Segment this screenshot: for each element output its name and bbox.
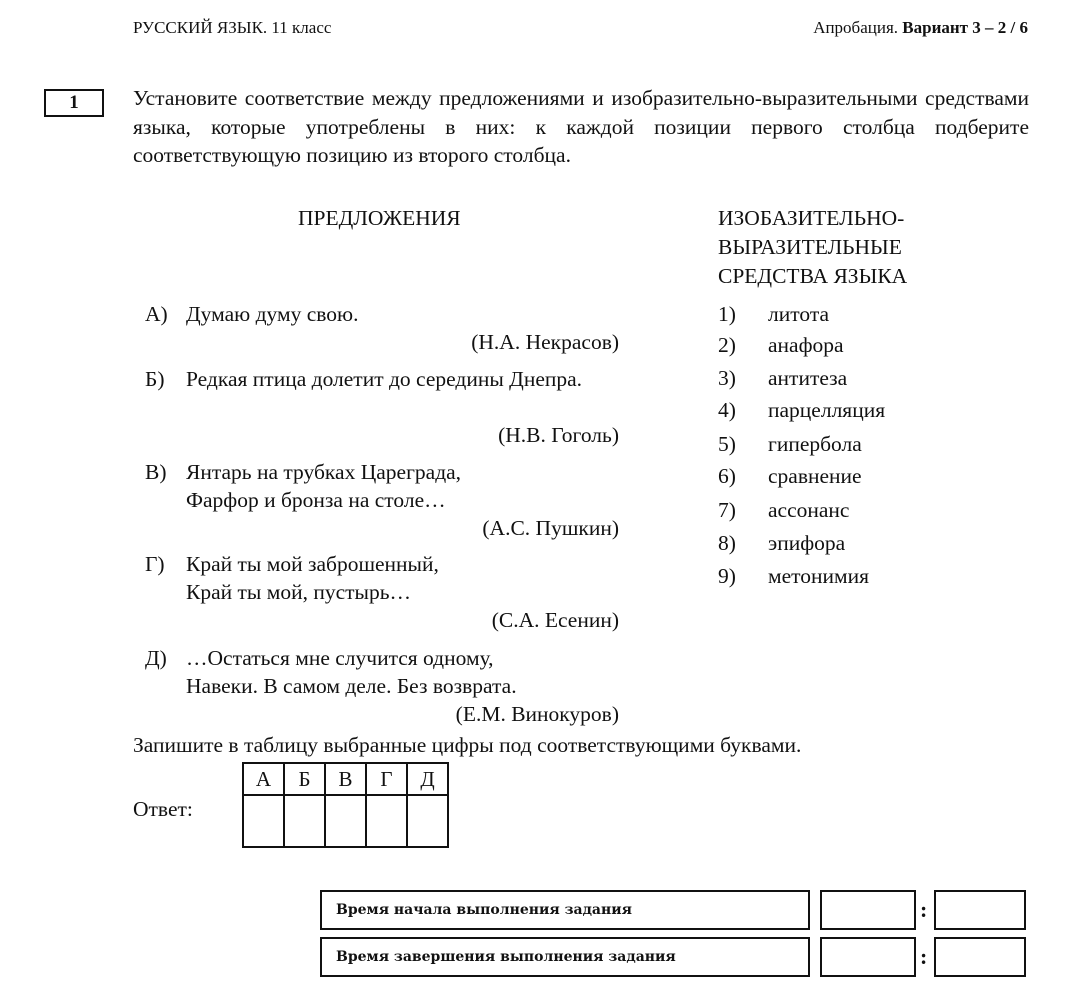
means-heading-line-2: ВЫРАЗИТЕЛЬНЫЕ bbox=[718, 235, 902, 259]
sentence-author: (С.А. Есенин) bbox=[491, 608, 619, 632]
sentence-line-2: Край ты мой, пустырь… bbox=[186, 580, 412, 604]
means-heading-line-1: ИЗОБАЗИТЕЛЬНО- bbox=[718, 206, 905, 230]
option-label: парцелляция bbox=[768, 398, 886, 422]
sentence-item-b bbox=[145, 365, 619, 449]
sentence-line-1: …Остаться мне случится одному, bbox=[186, 646, 494, 670]
answer-cell-a[interactable] bbox=[243, 795, 284, 847]
answer-label: Ответ: bbox=[133, 797, 193, 821]
sentence-letter: В) bbox=[145, 460, 167, 484]
answer-table-inputs bbox=[243, 795, 448, 847]
option-number: 3) bbox=[718, 366, 736, 390]
answer-cell-b[interactable] bbox=[284, 795, 325, 847]
answer-cell-g[interactable] bbox=[366, 795, 407, 847]
sentence-author: (Н.А. Некрасов) bbox=[471, 330, 619, 354]
option-number: 5) bbox=[718, 432, 736, 456]
end-time-label: Время завершения выполнения задания bbox=[320, 937, 810, 977]
option-number: 9) bbox=[718, 564, 736, 588]
option-label: анафора bbox=[768, 333, 844, 357]
answer-cell-v[interactable] bbox=[325, 795, 366, 847]
answer-column-b: Б bbox=[284, 763, 325, 795]
sentence-text: Думаю думу свою. bbox=[186, 302, 359, 326]
means-heading-line-3: СРЕДСТВА ЯЗЫКА bbox=[718, 264, 908, 288]
option-label: сравнение bbox=[768, 464, 862, 488]
option-number: 6) bbox=[718, 464, 736, 488]
means-heading bbox=[718, 204, 907, 291]
sentence-line-1: Янтарь на трубках Цареграда, bbox=[186, 460, 462, 484]
option-label: метонимия bbox=[768, 564, 870, 588]
end-time-separator: : bbox=[920, 944, 928, 969]
answer-column-d: Д bbox=[407, 763, 448, 795]
answer-table-header bbox=[243, 763, 448, 795]
start-time-hours[interactable] bbox=[820, 890, 916, 930]
header-variant: Вариант 3 – 2 / 6 bbox=[902, 18, 1028, 37]
sentence-letter: Д) bbox=[145, 646, 167, 670]
sentence-text: Редкая птица долетит до середины Днепра. bbox=[186, 367, 583, 391]
option-number: 7) bbox=[718, 498, 736, 522]
sentence-line-2: Фарфор и бронза на столе… bbox=[186, 488, 446, 512]
start-time-label: Время начала выполнения задания bbox=[320, 890, 810, 930]
sentence-author: (Е.М. Винокуров) bbox=[455, 702, 619, 726]
end-time-minutes[interactable] bbox=[934, 937, 1026, 977]
sentences-heading: ПРЕДЛОЖЕНИЯ bbox=[298, 206, 461, 230]
header-variant-line bbox=[813, 18, 1028, 38]
option-label: эпифора bbox=[768, 531, 846, 555]
start-time-minutes[interactable] bbox=[934, 890, 1026, 930]
option-label: гипербола bbox=[768, 432, 862, 456]
sentence-author: (А.С. Пушкин) bbox=[482, 516, 619, 540]
option-number: 4) bbox=[718, 398, 736, 422]
header-subject: РУССКИЙ ЯЗЫК. 11 класс bbox=[133, 18, 332, 37]
sentence-letter: А) bbox=[145, 302, 168, 326]
option-label: литота bbox=[768, 302, 830, 326]
sentence-item-v bbox=[145, 458, 619, 542]
sentence-item-g bbox=[145, 550, 619, 634]
option-number: 1) bbox=[718, 302, 736, 326]
option-label: антитеза bbox=[768, 366, 848, 390]
sentence-item-a bbox=[145, 300, 619, 356]
task-instruction: Установите соответствие между предложениями и изобразительно-выразительными средствами языка, которые употреблены в них: к каждой позиции первого столбца подберите соответствующую позицию из второго столбца. bbox=[133, 86, 1029, 167]
end-time-hours[interactable] bbox=[820, 937, 916, 977]
answer-table bbox=[242, 762, 449, 848]
answer-column-g: Г bbox=[366, 763, 407, 795]
sentence-letter: Б) bbox=[145, 367, 165, 391]
answer-column-a: А bbox=[243, 763, 284, 795]
sentence-line-1: Край ты мой заброшенный, bbox=[186, 552, 439, 576]
option-label: ассонанс bbox=[768, 498, 850, 522]
sentence-author: (Н.В. Гоголь) bbox=[498, 423, 619, 447]
header-approbation: Апробация. bbox=[813, 18, 899, 37]
answer-cell-d[interactable] bbox=[407, 795, 448, 847]
option-number: 2) bbox=[718, 333, 736, 357]
option-number: 8) bbox=[718, 531, 736, 555]
answer-instruction: Запишите в таблицу выбранные цифры под соответствующими буквами. bbox=[133, 733, 802, 757]
answer-column-v: В bbox=[325, 763, 366, 795]
sentence-item-d bbox=[145, 644, 619, 728]
task-number-box: 1 bbox=[44, 89, 104, 117]
start-time-separator: : bbox=[920, 897, 928, 922]
sentence-line-2: Навеки. В самом деле. Без возврата. bbox=[186, 674, 517, 698]
sentence-letter: Г) bbox=[145, 552, 165, 576]
